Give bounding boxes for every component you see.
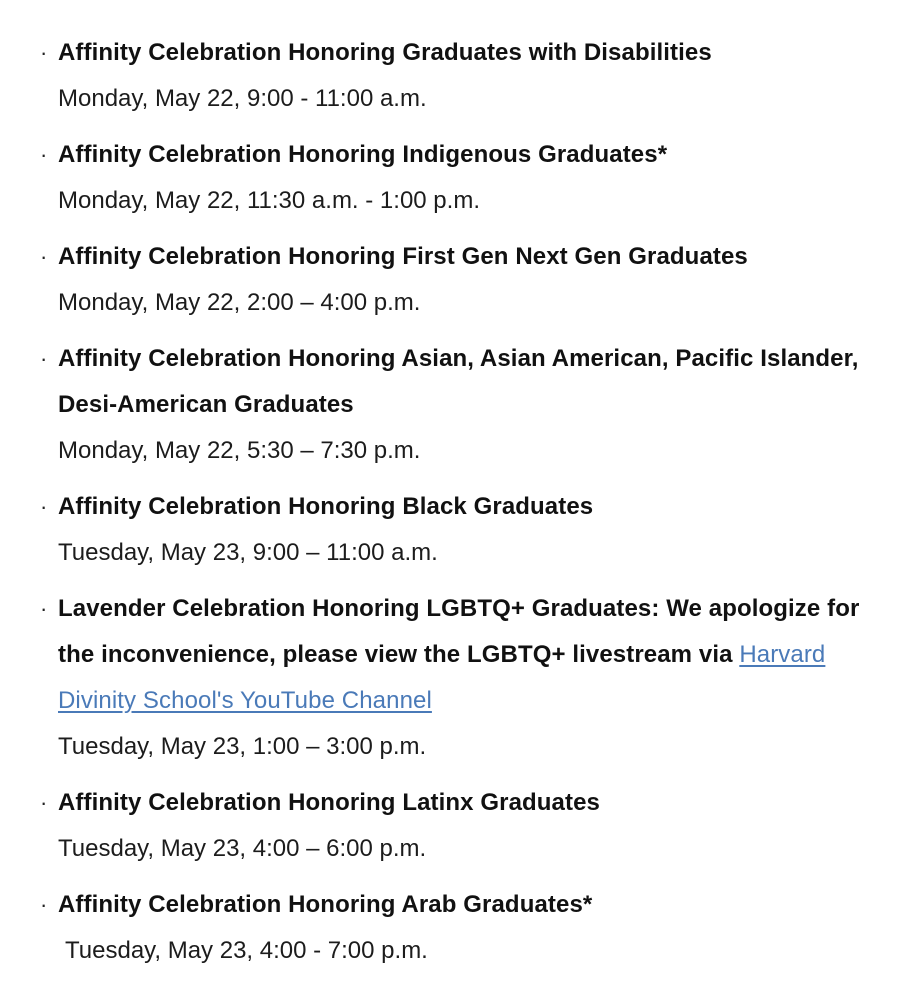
event-date: Monday, May 22, 11:30 a.m. - 1:00 p.m.: [58, 187, 480, 214]
bullet-icon: ·: [40, 244, 48, 269]
event-title: Affinity Celebration Honoring Indigenous Graduates*: [58, 141, 668, 168]
youtube-channel-link[interactable]: Harvard Divinity School's YouTube Channel: [58, 641, 826, 714]
bullet-icon: ·: [40, 142, 48, 167]
event-date: Monday, May 22, 9:00 - 11:00 a.m.: [58, 85, 427, 112]
event-date: Tuesday, May 23, 1:00 – 3:00 p.m.: [58, 733, 427, 760]
list-item: [0, 484, 910, 576]
event-title: Affinity Celebration Honoring Graduates with Disabilities: [58, 39, 712, 66]
list-item: [0, 882, 910, 974]
event-date: Monday, May 22, 2:00 – 4:00 p.m.: [58, 289, 421, 316]
bullet-icon: ·: [40, 790, 48, 815]
event-date: Tuesday, May 23, 4:00 - 7:00 p.m.: [65, 937, 428, 964]
list-item: [0, 30, 910, 122]
list-item: [0, 586, 910, 770]
list-item: [0, 132, 910, 224]
bullet-icon: ·: [40, 892, 48, 917]
list-item: [0, 780, 910, 872]
event-title: Affinity Celebration Honoring Latinx Graduates: [58, 789, 600, 816]
bullet-icon: ·: [40, 346, 48, 371]
list-item: [0, 234, 910, 326]
event-date: Monday, May 22, 5:30 – 7:30 p.m.: [58, 437, 421, 464]
event-date: Tuesday, May 23, 9:00 – 11:00 a.m.: [58, 539, 438, 566]
event-date: Tuesday, May 23, 4:00 – 6:00 p.m.: [58, 835, 427, 862]
bullet-icon: ·: [40, 494, 48, 519]
bullet-icon: ·: [40, 596, 48, 621]
event-title-text: Lavender Celebration Honoring LGBTQ+ Graduates: We apologize for the inconvenience, please view the LGBTQ+ livestream via: [58, 595, 860, 668]
event-title: Affinity Celebration Honoring Asian, Asian American, Pacific Islander, Desi-American Graduates: [58, 345, 859, 418]
list-item: [0, 336, 910, 474]
event-title: Affinity Celebration Honoring Black Graduates: [58, 493, 594, 520]
event-title: [58, 586, 874, 724]
bullet-icon: ·: [40, 40, 48, 65]
event-title: Affinity Celebration Honoring Arab Graduates*: [58, 891, 593, 918]
event-title: Affinity Celebration Honoring First Gen Next Gen Graduates: [58, 243, 748, 270]
